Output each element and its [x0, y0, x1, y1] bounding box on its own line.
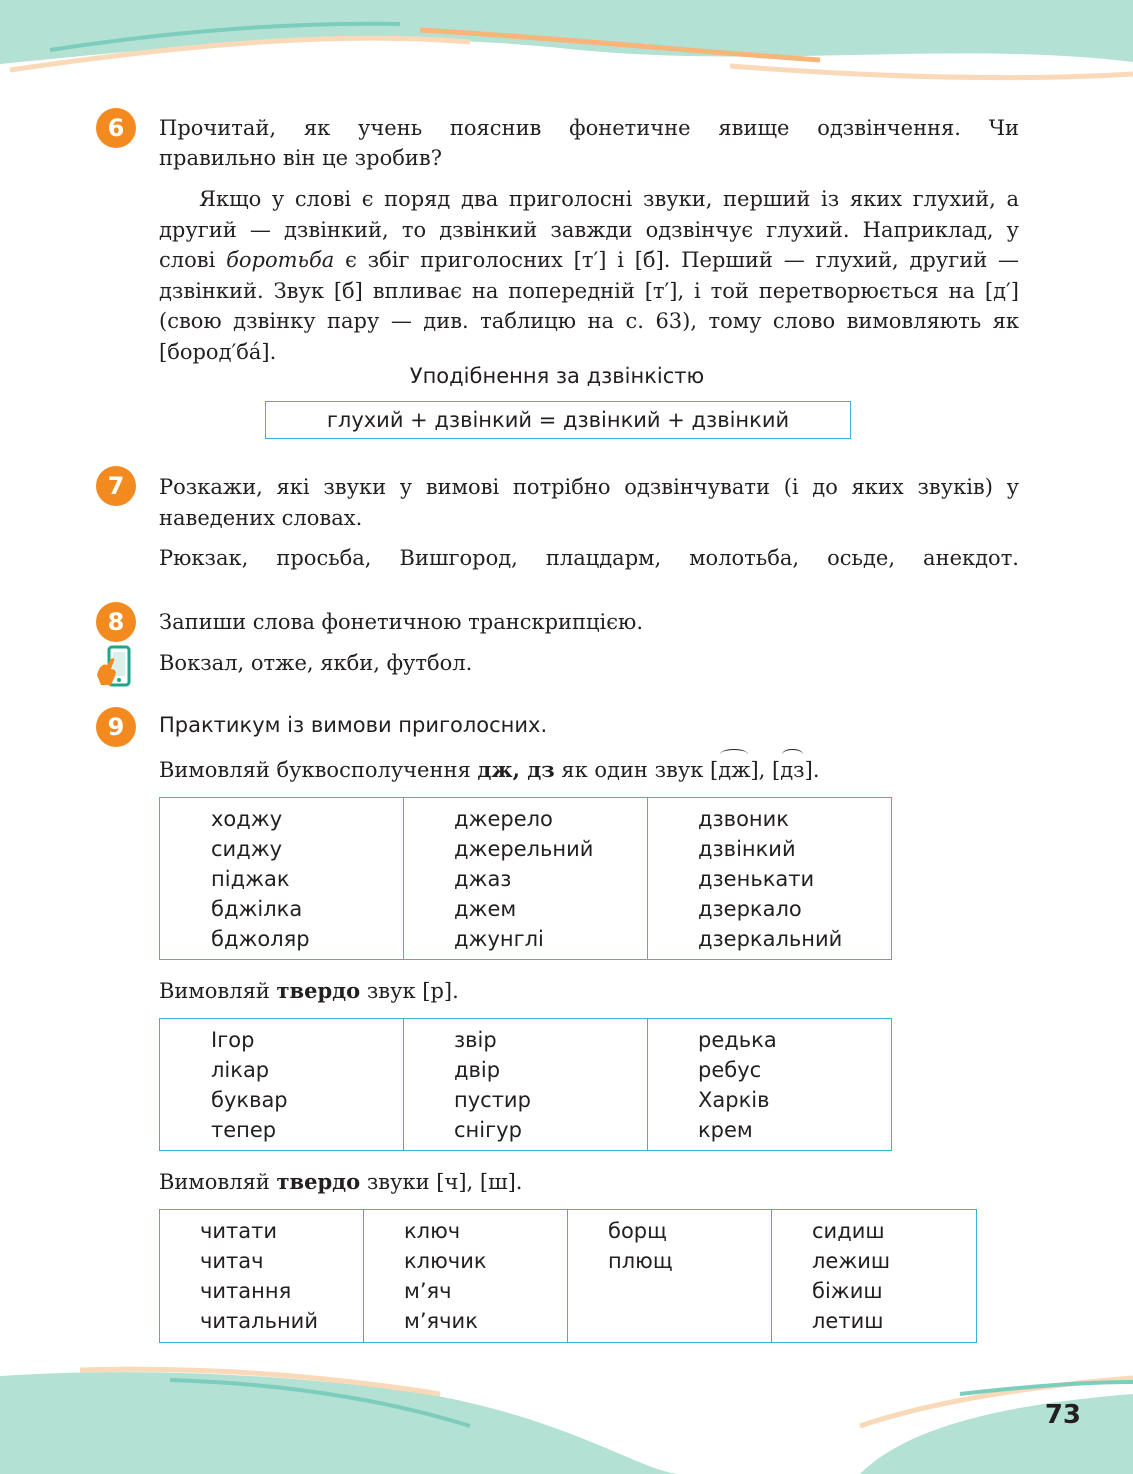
table2-cell: лікар [211, 1058, 270, 1082]
task6-question-line1: Прочитай, як учень пояснив фонетичне явище одзвінчення. Чи [159, 116, 1019, 140]
rule-title: Уподібнення за дзвінкістю [409, 364, 705, 388]
table1-col-1 [160, 798, 404, 959]
table1-cell: джем [454, 897, 517, 921]
table-hard-r [159, 1018, 892, 1151]
table-hard-ch-sh [159, 1209, 977, 1343]
task-number-8: 8 [96, 602, 136, 642]
table3-cell: ключ [404, 1219, 461, 1243]
table2-col-1 [160, 1019, 404, 1150]
inst3-bold: твердо [276, 1169, 361, 1194]
table2-cell: Харків [698, 1088, 770, 1112]
task8-question: Запиши слова фонетичною транскрипцією. [159, 610, 643, 634]
table3-cell: м’ячик [404, 1309, 478, 1333]
inst1-letters: дж, дз [477, 757, 555, 782]
inst3-text-c: звуки [ч], [ш]. [360, 1170, 523, 1194]
table3-cell: лежиш [812, 1249, 891, 1273]
inst2-bold: твердо [276, 978, 361, 1003]
table3-cell: борщ [608, 1219, 667, 1243]
inst2-text-a: Вимовляй [159, 979, 277, 1003]
table2-cell: Ігор [211, 1028, 255, 1052]
table3-cell: сидиш [812, 1219, 885, 1243]
table2-col-2 [404, 1019, 648, 1150]
sound-dz: дз [780, 755, 804, 786]
task9-instruction-1 [159, 755, 1059, 786]
table1-cell: дзенькати [698, 867, 815, 891]
task-number-6: 6 [96, 108, 136, 148]
inst1-text-d: ], [ [750, 758, 781, 782]
task9-title: Практикум із вимови приголосних. [159, 713, 548, 737]
table3-col-1 [160, 1210, 364, 1342]
task6-example-word: боротьба [226, 248, 335, 272]
task7-words: Рюкзак, просьба, Вишгород, плацдарм, молотьба, осьде, анекдот. [159, 546, 1019, 570]
table3-cell: плющ [608, 1249, 673, 1273]
page-number: 73 [1044, 1400, 1081, 1430]
table1-cell: піджак [211, 867, 290, 891]
task9-instruction-2 [159, 976, 1019, 1007]
table2-cell: звір [454, 1028, 497, 1052]
table1-cell: дзеркало [698, 897, 802, 921]
table1-cell: джунглі [454, 927, 544, 951]
table3-cell: ключик [404, 1249, 487, 1273]
table2-cell: пустир [454, 1088, 531, 1112]
table3-cell: читач [200, 1249, 264, 1273]
table1-cell: бджоляр [211, 927, 310, 951]
task7-question: Розкажи, які звуки у вимові потрібно одзвінчувати (і до яких звуків) у наведених словах. [159, 475, 1019, 530]
table1-cell: дзвоник [698, 807, 789, 831]
task8-words: Вокзал, отже, якби, футбол. [159, 651, 473, 675]
table3-col-2 [364, 1210, 568, 1342]
table1-cell: дзвінкий [698, 837, 796, 861]
table3-cell: читальний [200, 1309, 318, 1333]
inst1-text-c: як один звук [ [554, 758, 719, 782]
table1-col-3 [648, 798, 891, 959]
table3-cell: читати [200, 1219, 278, 1243]
table1-cell: сиджу [211, 837, 283, 861]
task-number-9: 9 [96, 707, 136, 747]
rule-formula: глухий + дзвінкий = дзвінкий + дзвінкий [265, 401, 851, 439]
table2-cell: крем [698, 1118, 753, 1142]
table1-col-2 [404, 798, 648, 959]
task9-instruction-3 [159, 1167, 1019, 1198]
table-dzh-dz [159, 797, 892, 960]
task6-question-line2: правильно він це зробив? [159, 146, 442, 170]
table2-cell: двір [454, 1058, 501, 1082]
table2-cell: буквар [211, 1088, 288, 1112]
task6-explanation [159, 184, 1019, 367]
inst1-text-a: Вимовляй буквосполучення [159, 758, 478, 782]
table1-cell: джерельний [454, 837, 594, 861]
task6-explanation-part1: Якщо у слові є поряд два приголосні звуки, перший із яких глухий, а другий — дзвінкий, то дзвінкий завжди одзвінчує глухий. Наприклад, у слові [159, 187, 1019, 272]
sound-dzh: дж [718, 755, 750, 786]
table3-cell: м’яч [404, 1279, 452, 1303]
table1-cell: ходжу [211, 807, 283, 831]
table1-cell: джерело [454, 807, 553, 831]
table2-cell: редька [698, 1028, 777, 1052]
top-wave-decoration [0, 0, 1133, 90]
table3-cell: читання [200, 1279, 292, 1303]
table2-cell: тепер [211, 1118, 277, 1142]
table3-col-3 [568, 1210, 772, 1342]
table3-col-4 [772, 1210, 976, 1342]
table2-cell: ребус [698, 1058, 762, 1082]
table1-cell: бджілка [211, 897, 303, 921]
inst2-text-c: звук [р]. [360, 979, 459, 1003]
table2-cell: снігур [454, 1118, 522, 1142]
table2-col-3 [648, 1019, 891, 1150]
inst1-text-e: ]. [804, 758, 820, 782]
task-number-7: 7 [96, 466, 136, 506]
table1-cell: дзеркальний [698, 927, 843, 951]
task6-explanation-part2: є збіг приголосних [т′] і [б]. Перший — глухий, другий — дзвінкий. Звук [б] впливає на попередній [т′], і той перетворюється на [д′] (свою дзвінку пару — див. таблицю на с. 63), тому слово вимовляють як [бород′бá]. [159, 248, 1019, 364]
table1-cell: джаз [454, 867, 512, 891]
inst3-text-a: Вимовляй [159, 1170, 277, 1194]
table3-cell: летиш [812, 1309, 884, 1333]
bottom-wave-decoration [0, 1364, 1133, 1474]
tablet-hand-icon [95, 645, 133, 689]
table3-cell: біжиш [812, 1279, 883, 1303]
